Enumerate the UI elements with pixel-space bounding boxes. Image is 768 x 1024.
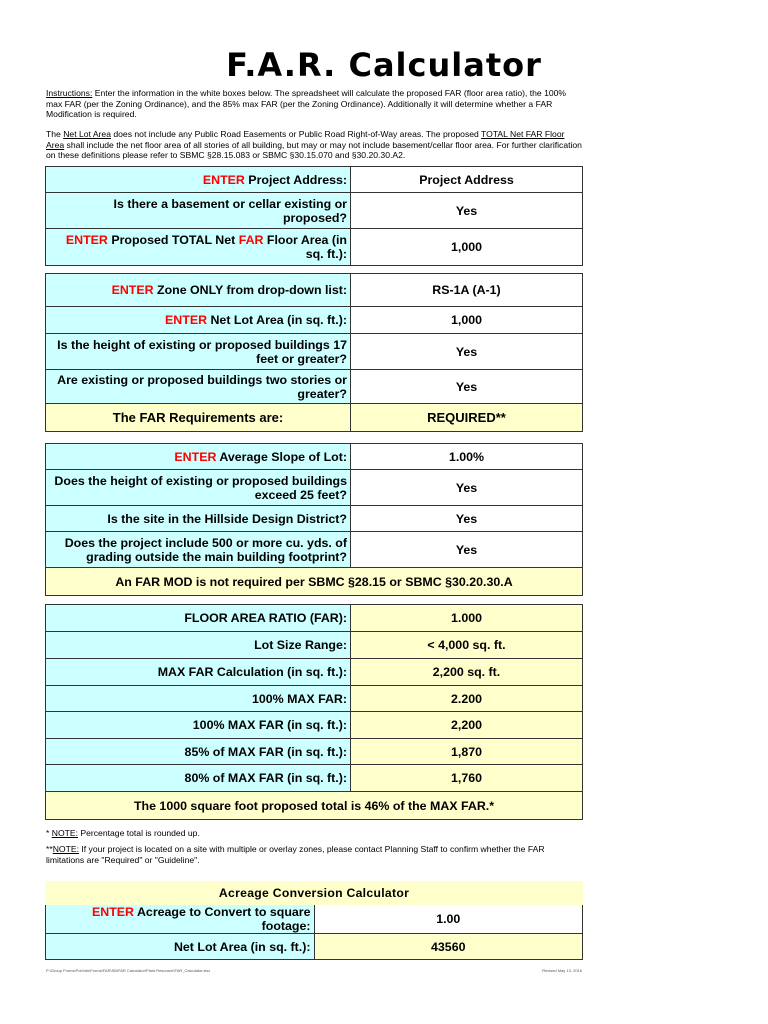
result-label: 100% MAX FAR: [46,686,351,712]
height25-input[interactable]: Yes [351,470,583,506]
result-value: 1,870 [351,739,583,765]
zone-dropdown[interactable]: RS-1A (A-1) [351,274,583,307]
result-value: 1,760 [351,765,583,792]
acreage-table [45,881,583,960]
floor-area-label: ENTER Proposed TOTAL Net FAR Floor Area (in sq. ft.): [46,229,351,266]
result-label: FLOOR AREA RATIO (FAR): [46,605,351,632]
far-summary: The 1000 square foot proposed total is 46% of the MAX FAR.* [46,792,583,820]
acreage-net-lot-value: 43560 [314,934,583,960]
result-label: MAX FAR Calculation (in sq. ft.): [46,659,351,686]
definitions-paragraph [46,129,582,161]
definitions-text-3: shall include the net floor area of all stories of all building, but may or may not include basement/cellar floor area. For further clarification on these definitions please refer to SBMC §28.15.083 or SBMC §30.15.070 and §30.20.30.A2. [46,139,582,161]
two-stories-label: Are existing or proposed buildings two stories or greater? [46,370,351,404]
result-value: 2,200 [351,712,583,739]
instructions-label: Instructions: [46,88,93,98]
acreage-input[interactable]: 1.00 [314,905,583,934]
result-label: 80% of MAX FAR (in sq. ft.): [46,765,351,792]
zone-info-table [45,273,583,432]
slope-info-table [45,443,583,596]
page-title: F.A.R. Calculator [226,46,542,84]
instructions-paragraph [46,88,582,120]
height25-label: Does the height of existing or proposed buildings exceed 25 feet? [46,470,351,506]
grading-label: Does the project include 500 or more cu. yds. of grading outside the main building footprint? [46,532,351,568]
acreage-convert-label: ENTER Acreage to Convert to square footage: [46,905,315,934]
definitions-text-1: The [46,129,64,139]
slope-input[interactable]: 1.00% [351,444,583,470]
result-label: Lot Size Range: [46,632,351,659]
far-mod-result: An FAR MOD is not required per SBMC §28.15 or SBMC §30.20.30.A [46,568,583,596]
result-value: 2,200 sq. ft. [351,659,583,686]
zone-label: ENTER Zone ONLY from drop-down list: [46,274,351,307]
acreage-header: Acreage Conversion Calculator [46,882,583,905]
hillside-input[interactable]: Yes [351,506,583,532]
result-value: 1.000 [351,605,583,632]
far-results-table [45,604,583,820]
requirements-label: The FAR Requirements are: [46,404,351,432]
grading-input[interactable]: Yes [351,532,583,568]
net-lot-area-term: Net Lot Area [63,129,111,139]
basement-input[interactable]: Yes [351,193,583,229]
acreage-net-lot-label: Net Lot Area (in sq. ft.): [46,934,315,960]
two-stories-input[interactable]: Yes [351,370,583,404]
height17-label: Is the height of existing or proposed buildings 17 feet or greater? [46,334,351,370]
floor-area-input[interactable]: 1,000 [351,229,583,266]
definitions-text-2: does not include any Public Road Easements or Public Road Right-of-Way areas. The proposed [110,129,482,139]
project-address-input[interactable]: Project Address [351,167,583,193]
requirements-value: REQUIRED** [351,404,583,432]
result-value: < 4,000 sq. ft. [351,632,583,659]
result-label: 85% of MAX FAR (in sq. ft.): [46,739,351,765]
project-address-label: ENTER Project Address: [46,167,351,193]
footer-revision-date: Revised May 13, 2016 [542,968,582,973]
total-net-far-term: TOTAL Net FAR Floor Area [46,129,565,150]
note-overlay-zones: **NOTE: If your project is located on a site with multiple or overlay zones, please contact Planning Staff to confirm whether the FAR limitations are "Required" or "Guideline". [46,844,545,865]
lot-area-label: ENTER Net Lot Area (in sq. ft.): [46,307,351,334]
lot-area-input[interactable]: 1,000 [351,307,583,334]
height17-input[interactable]: Yes [351,334,583,370]
result-label: 100% MAX FAR (in sq. ft.): [46,712,351,739]
slope-label: ENTER Average Slope of Lot: [46,444,351,470]
basement-label: Is there a basement or cellar existing or proposed? [46,193,351,229]
hillside-label: Is the site in the Hillside Design District? [46,506,351,532]
note-rounding: * NOTE: Percentage total is rounded up. [46,828,200,838]
instructions-text: Enter the information in the white boxes below. The spreadsheet will calculate the proposed FAR (floor area ratio), the 100% max FAR (per the Zoning Ordinance), and the 85% max FAR (per the Zoning Ordinance). Additionally it will determine whether a FAR Modification is required. [46,88,567,120]
footer-file-path: P:\Group Forms\Pol/Info\Forms\FAR\SB\FAR Calculator\Plant Resource\FAR_Calculator.xlsx [46,968,211,973]
project-info-table [45,166,583,266]
result-value: 2.200 [351,686,583,712]
